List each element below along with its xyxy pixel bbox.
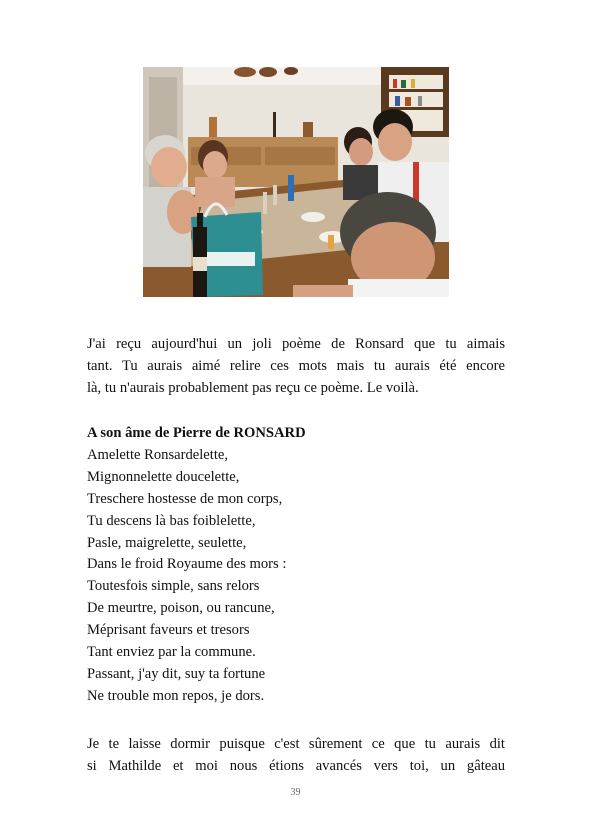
poem-verse: Passant, j'ay dit, suy ta fortune: [87, 665, 266, 682]
poem-verse: Amelette Ronsardelette,: [87, 446, 229, 463]
intro-line: là, tu n'aurais probablement pas reçu ce poème. Le voilà.: [87, 380, 419, 396]
poem-verse: Tant enviez par la commune.: [87, 644, 256, 661]
poem-verse: Mignonnelette doucelette,: [87, 468, 240, 485]
intro-line: tant. Tu aurais aimé relire ces mots mais tu aurais été encore: [87, 358, 505, 374]
poem-verse: Tu descens là bas foiblelette,: [87, 512, 256, 529]
intro-paragraph: [87, 333, 505, 399]
closing-line: Je te laisse dormir puisque c'est sûrement ce que tu aurais dit: [87, 736, 505, 752]
poem-verse: Dans le froid Royaume des mors :: [87, 556, 287, 573]
page-number: 39: [290, 787, 301, 798]
poem-verse: Treschere hostesse de mon corps,: [87, 490, 283, 507]
poem: [87, 423, 505, 708]
closing-paragraph: [87, 733, 505, 777]
poem-title: A son âme de Pierre de RONSARD: [87, 425, 306, 441]
intro-line: J'ai reçu aujourd'hui un joli poème de Ronsard que tu aimais: [87, 336, 505, 352]
dinner-photo: [143, 67, 449, 297]
poem-verse: Toutesfois simple, sans relors: [87, 578, 260, 595]
poem-verse: Ne trouble mon repos, je dors.: [87, 687, 265, 704]
poem-verse: Pasle, maigrelette, seulette,: [87, 534, 247, 551]
closing-line: si Mathilde et moi nous étions avancés vers toi, un gâteau: [87, 758, 505, 774]
poem-verse: Méprisant faveurs et tresors: [87, 622, 250, 639]
poem-verse: De meurtre, poison, ou rancune,: [87, 600, 275, 617]
